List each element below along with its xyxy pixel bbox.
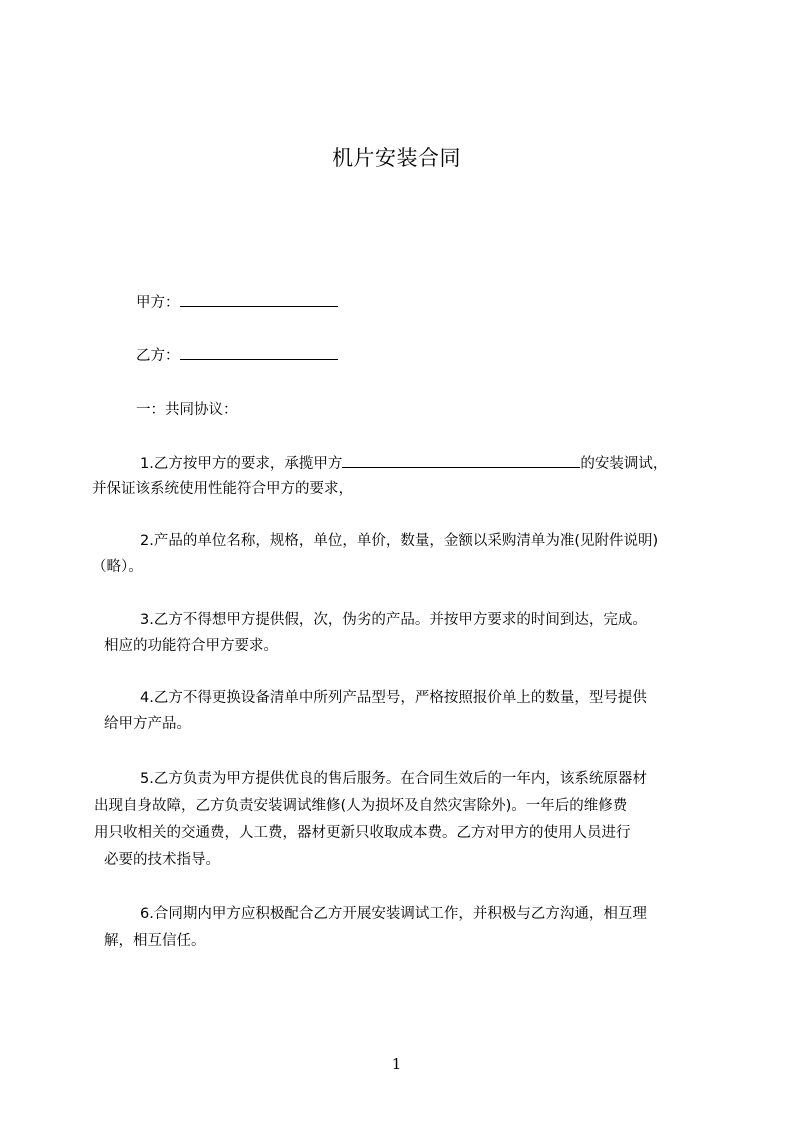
party-a-blank: [180, 292, 338, 307]
clause-1-line-2: 并保证该系统使用性能符合甲方的要求，: [92, 481, 353, 497]
clause-1-text-b: 的安装调试，: [580, 456, 668, 472]
clause-3-line-2: 相应的功能符合甲方要求。: [104, 638, 278, 654]
party-b-blank: [180, 345, 338, 360]
clause-2-line-1: 2.产品的单位名称，规格，单位，单价，数量，金额以采购清单为准(见附件说明): [140, 533, 659, 549]
clause-4-line-2: 给甲方产品。: [104, 716, 191, 732]
party-b-line: [136, 345, 338, 366]
clause-1-text-a: 1.乙方按甲方的要求，承揽甲方: [140, 456, 343, 472]
clause-6-line-2: 解，相互信任。: [104, 933, 206, 949]
clause-5-line-3: 用只收相关的交通费，人工费，器材更新只收取成本费。乙方对甲方的使用人员进行: [94, 825, 631, 841]
party-b-label: 乙方：: [136, 348, 180, 364]
page-number: 1: [391, 1055, 402, 1073]
clause-5-line-2: 出现自身故障，乙方负责安装调试维修(人为损坏及自然灾害除外)。一年后的维修费: [94, 798, 628, 814]
clause-2-line-2: （略）。: [92, 559, 143, 575]
clause-1-blank: [342, 453, 580, 468]
clause-5-line-1: 5.乙方负责为甲方提供优良的售后服务。在合同生效后的一年内，该系统原器材: [140, 771, 647, 787]
clause-1-line-1: [140, 453, 667, 474]
clause-5-line-4: 必要的技术指导。: [104, 852, 220, 868]
party-a-line: [136, 292, 338, 313]
clause-3-line-1: 3.乙方不得想甲方提供假，次，伪劣的产品。并按甲方要求的时间到达，完成。: [140, 612, 647, 628]
clause-4-line-1: 4.乙方不得更换设备清单中所列产品型号，严格按照报价单上的数量，型号提供: [140, 690, 647, 706]
document-title: 机片安装合同: [332, 146, 461, 170]
party-a-label: 甲方：: [136, 295, 180, 311]
clause-6-line-1: 6.合同期内甲方应积极配合乙方开展安装调试工作，并积极与乙方沟通，相互理: [140, 906, 647, 922]
section-heading: 一：共同协议：: [136, 402, 238, 418]
